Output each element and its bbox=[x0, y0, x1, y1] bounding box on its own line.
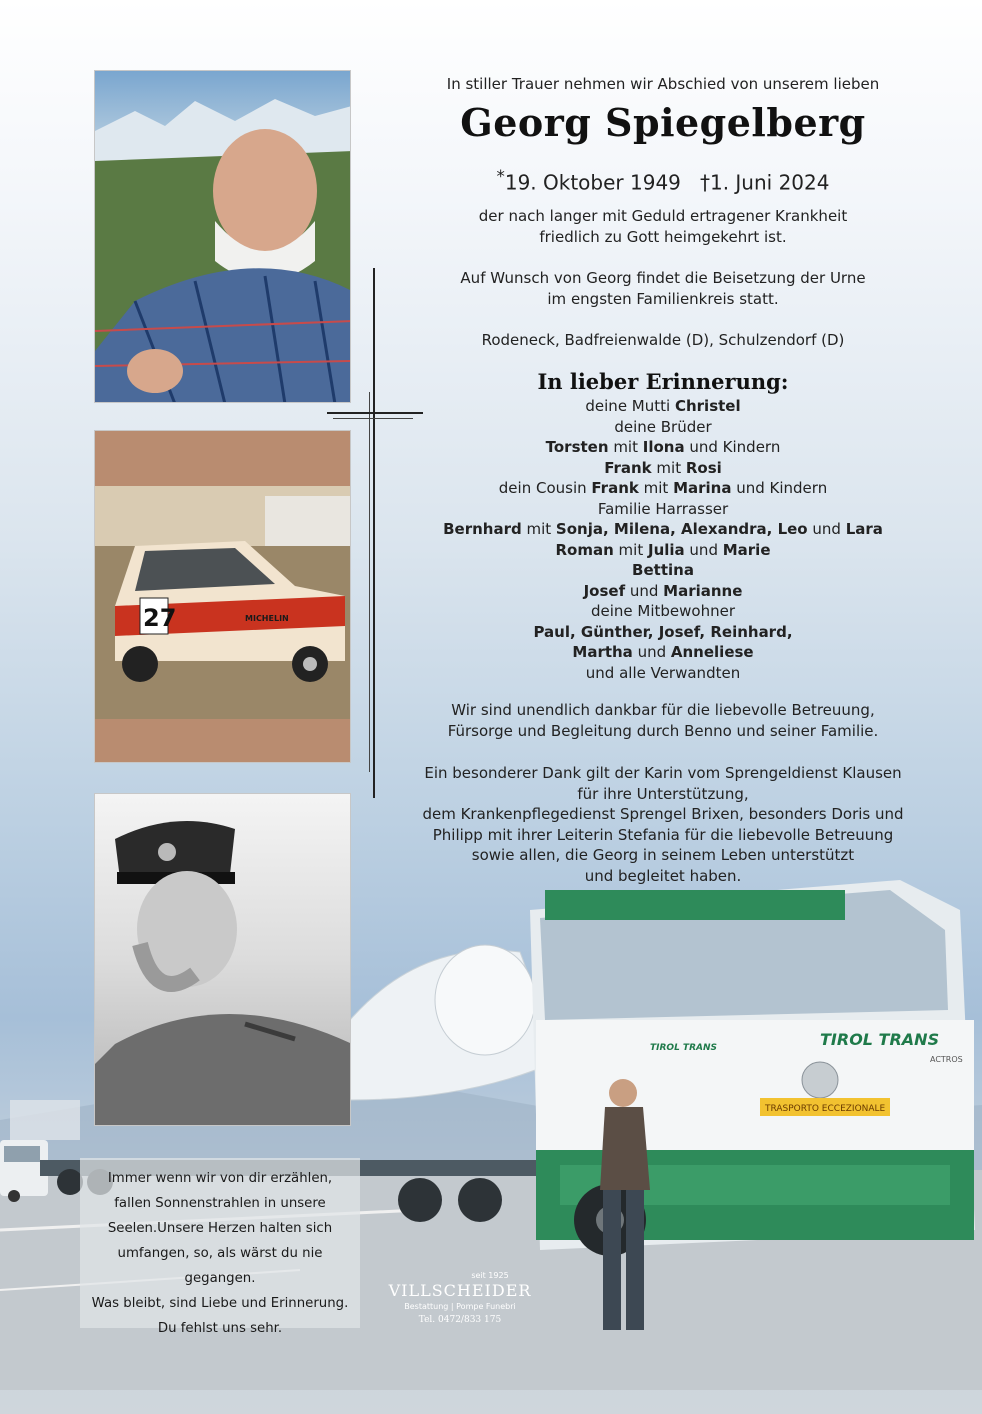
family-name: Roman bbox=[555, 540, 614, 559]
text-line: der nach langer mit Geduld ertragener Krankheit bbox=[478, 207, 848, 225]
text-line: Ein besonderer Dank gilt der Karin vom Sprengeldienst Klausen bbox=[424, 764, 902, 782]
family-name: Lara bbox=[845, 520, 883, 538]
family-text: und bbox=[807, 520, 846, 538]
text-line: für ihre Unterstützung, bbox=[577, 784, 749, 803]
logo-phone: Tel. 0472/833 175 bbox=[418, 1315, 502, 1325]
family-text: mit bbox=[521, 520, 556, 538]
family-line bbox=[400, 560, 926, 581]
family-line bbox=[400, 478, 926, 499]
family-name: Frank bbox=[604, 458, 652, 477]
family-name: Torsten bbox=[545, 438, 609, 456]
cross-vertical-inner bbox=[369, 392, 370, 772]
family-line bbox=[400, 581, 926, 602]
poem-line: Seelen.Unsere Herzen halten sich bbox=[107, 1221, 333, 1236]
family-name: Ilona bbox=[642, 438, 685, 456]
family-name: Christel bbox=[674, 397, 741, 415]
family-name: Marina bbox=[673, 479, 732, 497]
family-text: und bbox=[625, 581, 664, 600]
family-name: Paul, Günther, Josef, Reinhard, bbox=[533, 622, 793, 641]
death-date: 1. Juni 2024 bbox=[709, 170, 830, 195]
car-sponsor-text: MICHELIN bbox=[245, 614, 289, 623]
family-line bbox=[400, 540, 926, 561]
family-text: deine Mitbewohner bbox=[590, 602, 736, 620]
family-text: deine Brüder bbox=[614, 417, 712, 436]
family-name: Sonja, Milena, Alexandra, Leo bbox=[555, 520, 808, 538]
family-name: Bernhard bbox=[443, 520, 522, 538]
thanks-text-2 bbox=[400, 763, 926, 886]
intro-text: In stiller Trauer nehmen wir Abschied von unserem lieben bbox=[446, 75, 880, 93]
family-text: mit bbox=[638, 479, 674, 497]
family-text: mit bbox=[613, 540, 648, 559]
family-line bbox=[400, 396, 926, 417]
family-name: Marie bbox=[722, 540, 771, 559]
car-number-text: 27 bbox=[143, 604, 177, 632]
text-line: friedlich zu Gott heimgekehrt ist. bbox=[539, 227, 787, 246]
family-name: Rosi bbox=[685, 458, 722, 477]
death-symbol: † bbox=[699, 170, 710, 195]
family-line bbox=[400, 663, 926, 684]
family-line bbox=[400, 519, 926, 540]
family-text: und bbox=[684, 540, 723, 559]
funeral-home-logo bbox=[380, 1271, 540, 1327]
thanks-text-1 bbox=[400, 700, 926, 741]
text-line: Auf Wunsch von Georg findet die Beisetzung der Urne bbox=[460, 269, 866, 287]
family-text: und bbox=[632, 643, 671, 661]
family-name: Anneliese bbox=[670, 643, 754, 661]
family-line bbox=[400, 437, 926, 458]
text-line: Wir sind unendlich dankbar für die liebevolle Betreuung, bbox=[451, 701, 875, 719]
family-name: Josef bbox=[583, 581, 626, 600]
family-text: und Kindern bbox=[731, 479, 828, 497]
truck-cab-text: TIROL TRANS bbox=[820, 1030, 940, 1049]
family-name: Bettina bbox=[632, 561, 694, 579]
cross-vertical bbox=[373, 268, 375, 798]
text-line: im engsten Familienkreis statt. bbox=[547, 289, 779, 308]
text-line: sowie allen, die Georg in seinem Leben unterstützt bbox=[471, 846, 855, 864]
family-line bbox=[400, 601, 926, 622]
family-name: Julia bbox=[647, 540, 685, 559]
family-text: deine Mutti bbox=[585, 397, 675, 415]
truck-door-text: TIROL TRANS bbox=[650, 1043, 717, 1053]
poem-line: Was bleibt, sind Liebe und Erinnerung. bbox=[91, 1296, 349, 1311]
places-text: Rodeneck, Badfreienwalde (D), Schulzendorf (D) bbox=[481, 331, 845, 349]
family-line bbox=[400, 622, 926, 643]
family-text: dein Cousin bbox=[498, 479, 592, 497]
burial-text bbox=[400, 268, 926, 309]
family-text: mit bbox=[608, 438, 643, 456]
text-line: und begleitet haben. bbox=[584, 866, 742, 885]
family-text: und alle Verwandten bbox=[585, 663, 741, 682]
poem-line: umfangen, so, als wärst du nie gegangen. bbox=[117, 1246, 323, 1286]
truck-plate-text: TRASPORTO ECCEZIONALE bbox=[765, 1104, 886, 1114]
family-name: Frank bbox=[591, 479, 639, 497]
memory-heading: In lieber Erinnerung: bbox=[537, 369, 789, 394]
illness-text bbox=[400, 206, 926, 247]
poem-line: fallen Sonnenstrahlen in unsere bbox=[114, 1196, 326, 1211]
logo-since: seit 1925 bbox=[471, 1271, 509, 1280]
family-line bbox=[400, 499, 926, 520]
poem-line: Immer wenn wir von dir erzählen, bbox=[107, 1171, 333, 1186]
text-line: Philipp mit ihrer Leiterin Stefania für die liebevolle Betreuung bbox=[432, 825, 894, 844]
life-dates bbox=[400, 164, 926, 196]
deceased-name: Georg Spiegelberg bbox=[460, 100, 866, 145]
birth-symbol: * bbox=[496, 167, 505, 186]
birth-date: 19. Oktober 1949 bbox=[504, 170, 681, 195]
family-line bbox=[400, 642, 926, 663]
family-name: Martha bbox=[572, 643, 633, 661]
family-text: und Kindern bbox=[684, 438, 781, 456]
family-list bbox=[400, 396, 926, 683]
logo-subtitle: Bestattung | Pompe Funebri bbox=[404, 1302, 516, 1311]
poem-line: Du fehlst uns sehr. bbox=[157, 1321, 283, 1336]
family-line bbox=[400, 458, 926, 479]
family-name: Marianne bbox=[663, 581, 743, 600]
family-line bbox=[400, 417, 926, 438]
family-text: Familie Harrasser bbox=[597, 499, 729, 518]
poem-box bbox=[80, 1158, 360, 1336]
uniform-portrait-photo bbox=[94, 793, 351, 1126]
text-line: Fürsorge und Begleitung durch Benno und seiner Familie. bbox=[447, 721, 879, 740]
rally-car-photo bbox=[94, 430, 351, 763]
family-text: mit bbox=[651, 458, 686, 477]
truck-model-text: ACTROS bbox=[930, 1055, 963, 1064]
logo-brand: VILLSCHEIDER bbox=[388, 1281, 532, 1300]
portrait-photo bbox=[94, 70, 351, 403]
text-line: dem Krankenpflegedienst Sprengel Brixen, besonders Doris und bbox=[422, 805, 904, 823]
